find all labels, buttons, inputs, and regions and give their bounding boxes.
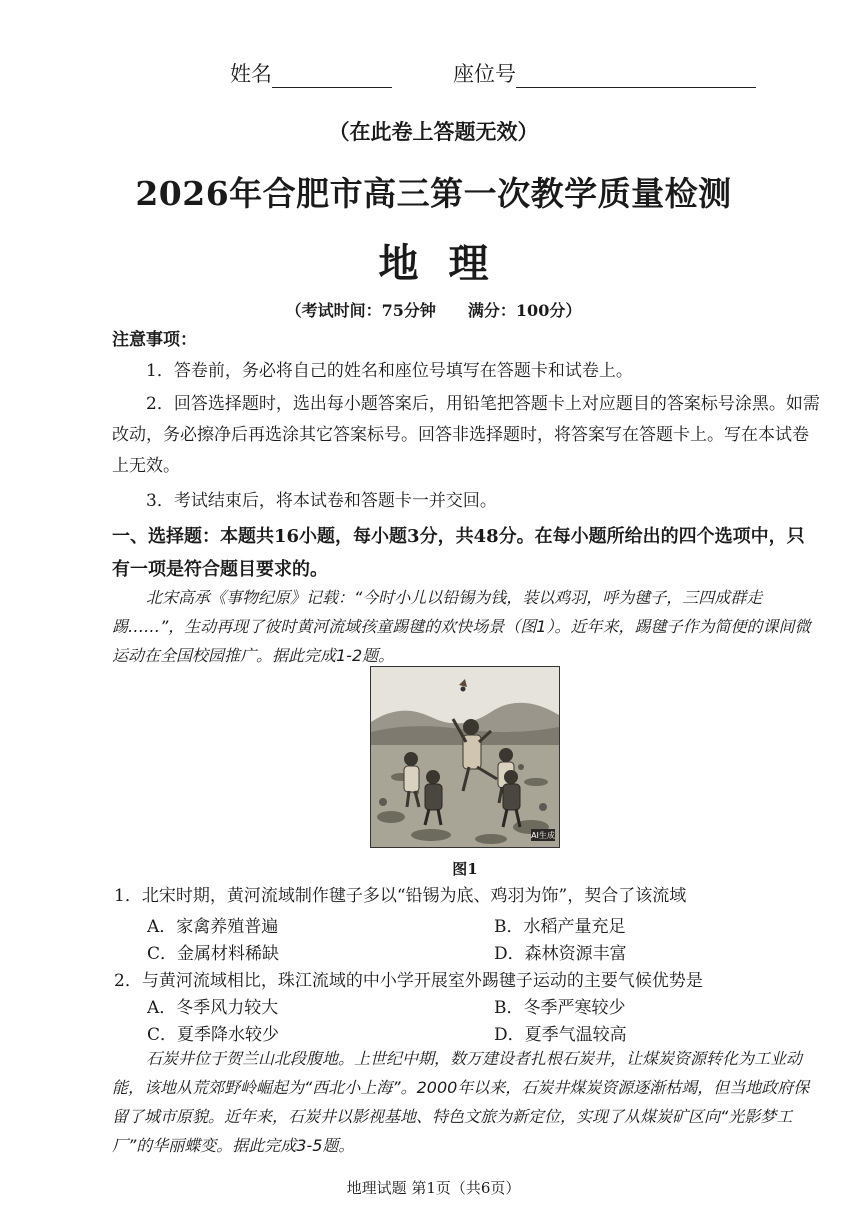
question-1-option-b[interactable]: B．水稻产量充足 (494, 917, 626, 937)
instruction-item: 1．答卷前，务必将自己的姓名和座位号填写在答题卡和试卷上。 (146, 361, 633, 381)
exam-title: 2026年合肥市高三第一次教学质量检测 (135, 174, 732, 213)
instruction-item: 3．考试结束后，将本试卷和答题卡一并交回。 (146, 491, 497, 511)
ai-generated-stamp: AI生成 (531, 831, 555, 840)
name-blank[interactable] (272, 67, 392, 88)
section-heading: 一、选择题：本题共16小题，每小题3分，共48分。在每小题所给出的四个选项中，只有一项是符合题目要求的。 (112, 526, 805, 580)
seat-label: 座位号 (453, 62, 516, 86)
instructions-heading: 注意事项： (112, 330, 197, 350)
question-1-stem: 1．北宋时期，黄河流域制作毽子多以“铅锡为底、鸡羽为饰”，契合了该流域 (114, 886, 687, 906)
question-1-option-a[interactable]: A．家禽养殖普遍 (147, 917, 279, 937)
page-footer: 地理试题 第1页（共6页） (346, 1179, 521, 1197)
name-field[interactable] (230, 58, 392, 88)
passage-2: 石炭井位于贺兰山北段腹地。上世纪中期，数万建设者扎根石炭井，让煤炭资源转化为工业动能，该地从荒郊野岭崛起为“西北小上海”。2000年以来，石炭井煤炭资源逐渐枯竭，但当地政府保留了城市原貌。近年来，石炭井以影视基地、特色文旅为新定位，实现了从煤炭矿区向“光影梦工厂”的华丽蝶变。据此完成3-5题。 (112, 1049, 810, 1155)
children-kicking-shuttlecock-illustration (371, 667, 559, 847)
question-2-stem: 2．与黄河流域相比，珠江流域的中小学开展室外踢毽子运动的主要气候优势是 (114, 971, 703, 991)
name-label: 姓名 (230, 62, 272, 86)
question-2-option-d[interactable]: D．夏季气温较高 (494, 1025, 627, 1045)
question-2-option-b[interactable]: B．冬季严寒较少 (494, 998, 626, 1018)
question-1-option-c[interactable]: C．金属材料稀缺 (147, 944, 280, 964)
question-1-option-d[interactable]: D．森林资源丰富 (494, 944, 627, 964)
exam-info: （考试时间：75分钟 满分：100分） (285, 301, 582, 320)
subject-title: 地理 (378, 240, 519, 287)
instructions (112, 325, 822, 517)
question-2-option-a[interactable]: A．冬季风力较大 (147, 998, 279, 1018)
invalid-notice: （在此卷上答题无效） (328, 119, 539, 144)
passage-1: 北宋高承《事物纪原》记载：“今时小儿以铅锡为钱，装以鸡羽，呼为毽子，三四成群走踢……”，生动再现了彼时黄河流域孩童踢毽的欢快场景（图1）。近年来，踢毽子作为简便的课间微运动在全国校园推广。据此完成1-2题。 (112, 588, 811, 665)
figure-caption: 图1 (452, 860, 478, 878)
seat-field[interactable] (453, 58, 756, 88)
figure-1-image (370, 666, 560, 848)
instruction-item: 2．回答选择题时，选出每小题答案后，用铅笔把答题卡上对应题目的答案标号涂黑。如需改动，务必擦净后再选涂其它答案标号。回答非选择题时，将答案写在答题卡上。写在本试卷上无效。 (112, 394, 820, 476)
seat-blank[interactable] (516, 67, 756, 88)
question-2-option-c[interactable]: C．夏季降水较少 (147, 1025, 280, 1045)
